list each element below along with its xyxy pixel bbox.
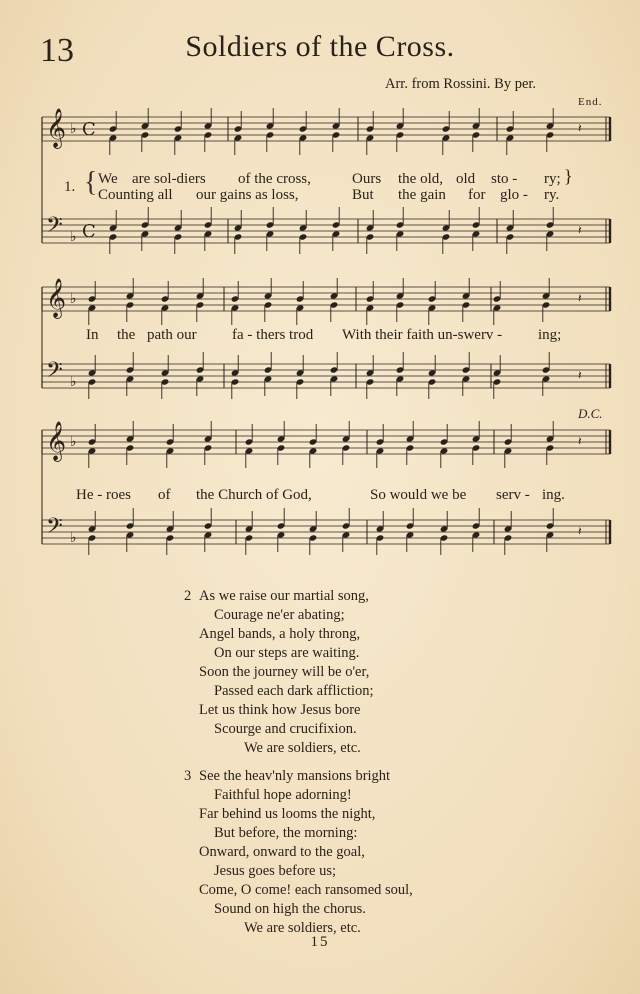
attribution: Arr. from Rossini. By per.: [385, 76, 537, 92]
bass-clef-icon: 𝄢: [46, 514, 63, 544]
flat-icon: ♭: [70, 434, 77, 450]
flat-icon: ♭: [70, 229, 77, 245]
treble-clef-icon: 𝄞: [46, 108, 67, 148]
lyric-1a-5: the old,: [398, 171, 443, 187]
lyric-1b-2: our gains as loss,: [196, 187, 299, 203]
page-number: 15: [310, 934, 330, 950]
rest-icon: 𝄽: [578, 223, 582, 237]
lyric-3-6: ing.: [542, 487, 565, 503]
stanza-2-line-4: On our steps are waiting.: [214, 645, 360, 661]
rest-icon: 𝄽: [578, 524, 582, 538]
lyric-2-3: path our: [147, 327, 197, 343]
lyric-1a-3: of the cross,: [238, 171, 311, 187]
time-signature: C: [82, 221, 96, 242]
lyric-1b-6: glo -: [500, 187, 528, 203]
lyric-3-1: He - roes: [76, 487, 131, 503]
verse-brace-right: }: [564, 166, 573, 186]
lyric-2-6: ing;: [538, 327, 562, 343]
lyric-2-4: fa - thers trod: [232, 327, 314, 343]
stanza-2-line-6: Passed each dark affliction;: [214, 683, 374, 699]
stanza-3-line-2: Faithful hope adorning!: [214, 787, 352, 803]
dc-mark: D.C.: [578, 406, 603, 421]
bass-clef-icon: 𝄢: [46, 213, 63, 243]
stanza-3-line-5: Onward, onward to the goal,: [199, 844, 365, 860]
rest-icon: 𝄽: [578, 121, 582, 135]
bass-clef-icon: 𝄢: [46, 358, 63, 388]
lyric-1a-1: We: [98, 171, 118, 187]
stanza-3-number: 3: [184, 768, 192, 784]
rest-icon: 𝄽: [578, 368, 582, 382]
lyric-1a-4: Ours: [352, 171, 382, 187]
stanza-3-line-9: We are soldiers, etc.: [244, 920, 361, 936]
lyric-1a-8: ry;: [544, 171, 561, 187]
treble-clef-icon: 𝄞: [46, 421, 67, 461]
stanza-2-line-7: Let us think how Jesus bore: [199, 702, 361, 718]
time-signature: C: [82, 119, 96, 140]
hymn-title: Soldiers of the Cross.: [185, 30, 455, 63]
stanza-2-number: 2: [184, 588, 192, 604]
stanza-2-line-2: Courage ne'er abating;: [214, 607, 345, 623]
stanza-2-line-5: Soon the journey will be o'er,: [199, 664, 370, 680]
stanza-2-line-8: Scourge and crucifixion.: [214, 721, 357, 737]
lyric-1b-5: for: [468, 187, 486, 203]
end-mark: End.: [578, 96, 603, 108]
lyric-3-2: of: [158, 487, 171, 503]
flat-icon: ♭: [70, 121, 77, 137]
lyric-2-2: the: [117, 327, 136, 343]
stanza-3-line-4: But before, the morning:: [214, 825, 358, 841]
stanza-2-line-3: Angel bands, a holy throng,: [199, 626, 361, 642]
lyric-1a-6: old: [456, 171, 476, 187]
hymn-number: 13: [40, 32, 74, 69]
verse-brace: {: [84, 167, 98, 198]
lyric-3-5: serv -: [496, 487, 530, 503]
flat-icon: ♭: [70, 374, 77, 390]
stanza-2-line-1: As we raise our martial song,: [199, 588, 369, 604]
lyric-3-3: the Church of God,: [196, 487, 312, 503]
lyric-2-5: With their faith un-swerv -: [342, 327, 503, 343]
lyric-1a-2: are sol-diers: [132, 171, 206, 187]
flat-icon: ♭: [70, 530, 77, 546]
stanza-3-line-1: See the heav'nly mansions bright: [199, 768, 391, 784]
stanza-3-line-3: Far behind us looms the night,: [199, 806, 376, 822]
lyric-1b-7: ry.: [544, 187, 560, 203]
flat-icon: ♭: [70, 291, 77, 307]
lyric-2-1: In: [86, 327, 99, 343]
stanza-3-line-8: Sound on high the chorus.: [214, 901, 366, 917]
lyric-3-4: So would we be: [370, 487, 467, 503]
rest-icon: 𝄽: [578, 434, 582, 448]
stanza-3-line-6: Jesus goes before us;: [214, 863, 337, 879]
verse-number: 1.: [64, 179, 76, 195]
lyric-1b-3: But: [352, 187, 374, 203]
treble-clef-icon: 𝄞: [46, 278, 67, 318]
stanza-3-line-7: Come, O come! each ransomed soul,: [199, 882, 413, 898]
stanza-2-line-9: We are soldiers, etc.: [244, 740, 361, 756]
lyric-1a-7: sto -: [491, 171, 518, 187]
lyric-1b-4: the gain: [398, 187, 446, 203]
rest-icon: 𝄽: [578, 291, 582, 305]
lyric-1b-1: Counting all: [98, 187, 173, 203]
